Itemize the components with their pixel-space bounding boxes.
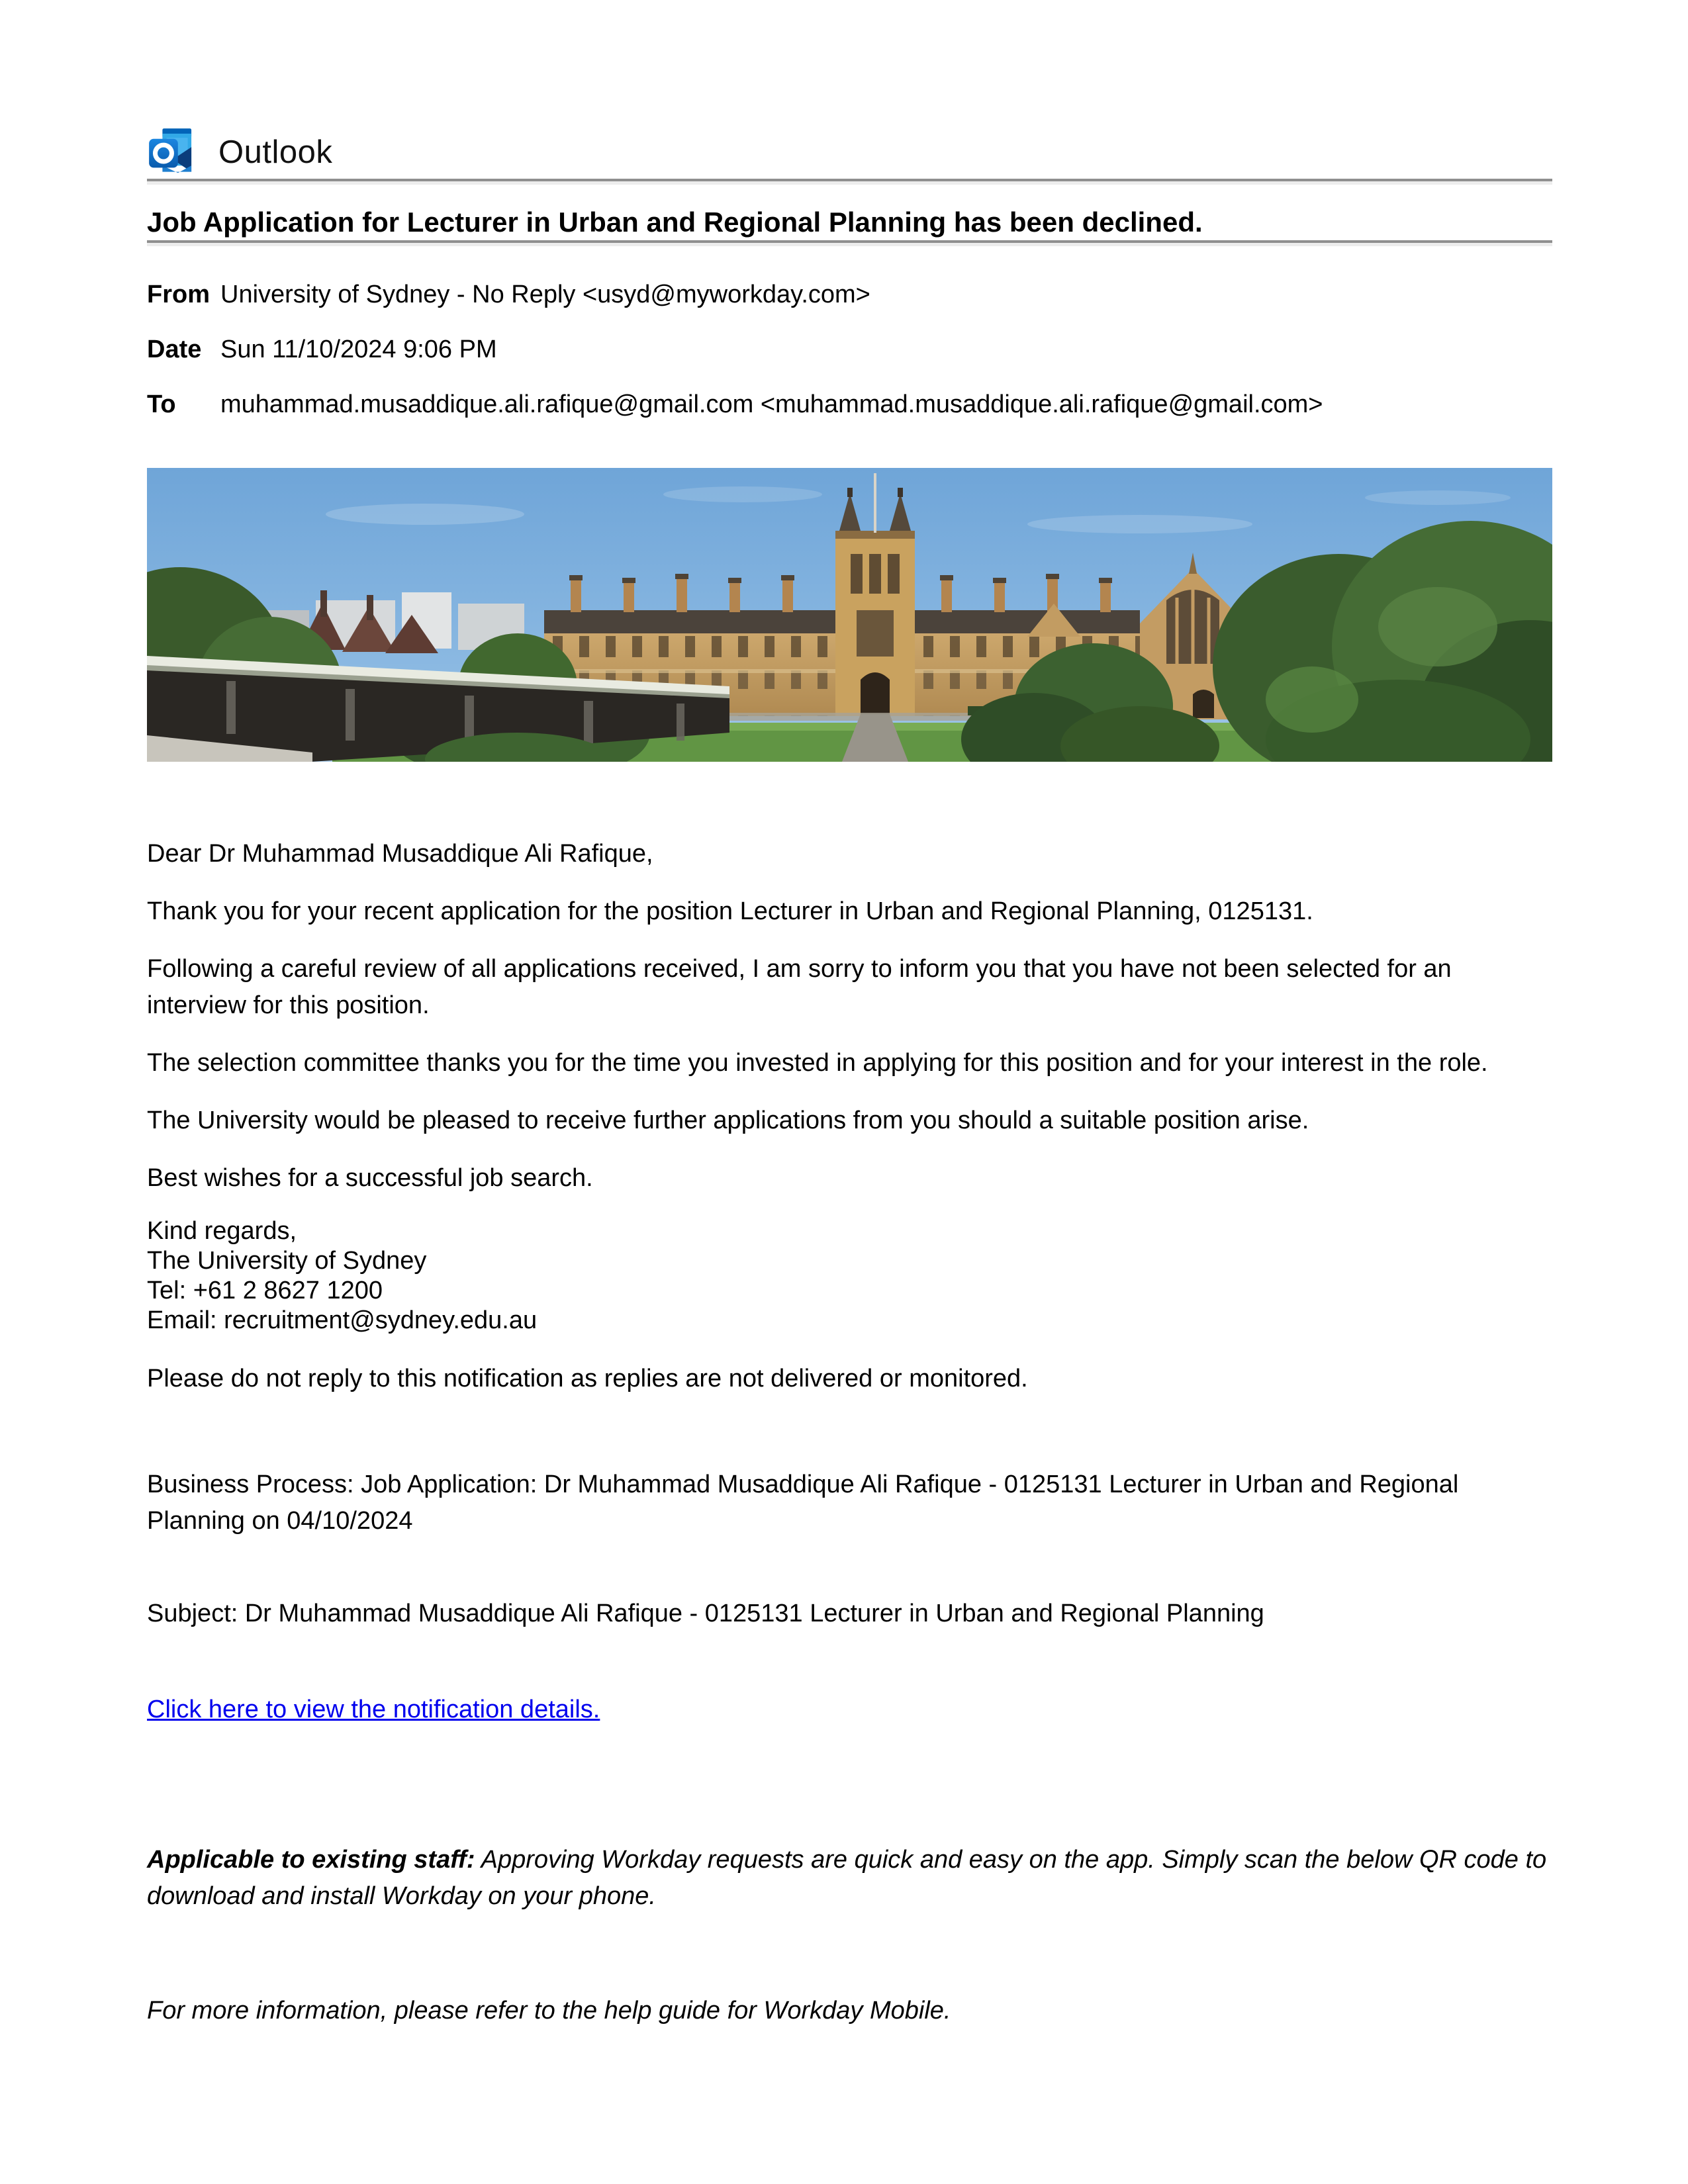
signoff: Kind regards, — [147, 1217, 297, 1245]
email-body — [147, 836, 1552, 2029]
para-future: The University would be pleased to receive further applications from you should a suitable position arise. — [147, 1107, 1309, 1134]
date-value: Sun 11/10/2024 9:06 PM — [220, 336, 497, 363]
outlook-wordmark: Outlook — [218, 134, 333, 170]
staff-note — [147, 1842, 1552, 1915]
no-reply-note: Please do not reply to this notification as replies are not delivered or monitored. — [147, 1365, 1028, 1392]
email-line: Email: recruitment@sydney.edu.au — [147, 1306, 538, 1334]
org-name: The University of Sydney — [147, 1247, 427, 1275]
para-committee: The selection committee thanks you for the time you invested in applying for this position and for your interest in the role. — [147, 1049, 1488, 1077]
notification-link-line — [147, 1692, 1552, 1728]
signature-block — [147, 1216, 1552, 1336]
outlook-header — [147, 126, 1552, 179]
notification-details-link[interactable]: Click here to view the notification details. — [147, 1696, 600, 1723]
staff-note-body: Approving Workday requests are quick and easy on the app. Simply scan the below QR code to download and install Workday on your phone. — [147, 1846, 1547, 1910]
divider-top — [147, 179, 1552, 185]
to-value: muhammad.musaddique.ali.rafique@gmail.com <muhammad.musaddique.ali.rafique@gmail.com> — [220, 390, 1323, 418]
subject-line: Subject: Dr Muhammad Musaddique Ali Rafique - 0125131 Lecturer in Urban and Regional Planning — [147, 1600, 1264, 1627]
campus-banner-image — [147, 468, 1552, 762]
divider-subject — [147, 240, 1552, 246]
business-process-line: Business Process: Job Application: Dr Muhammad Musaddique Ali Rafique - 0125131 Lecturer in Urban and Regional Planning on 04/10/2024 — [147, 1471, 1459, 1535]
more-info-note: For more information, please refer to the help guide for Workday Mobile. — [147, 1997, 951, 2025]
email-meta-header — [147, 267, 1552, 432]
para-wishes: Best wishes for a successful job search. — [147, 1164, 593, 1192]
to-label: To — [147, 390, 176, 418]
para-thanks: Thank you for your recent application for the position Lecturer in Urban and Regional Planning, 0125131. — [147, 897, 1313, 925]
outlook-logo-icon — [147, 126, 199, 178]
tel-line: Tel: +61 2 8627 1200 — [147, 1277, 383, 1304]
date-label: Date — [147, 336, 202, 363]
staff-note-lead: Applicable to existing staff: — [147, 1846, 475, 1874]
salutation: Dear Dr Muhammad Musaddique Ali Rafique, — [147, 840, 653, 868]
from-value: University of Sydney - No Reply <usyd@myworkday.com> — [220, 281, 870, 308]
from-label: From — [147, 281, 210, 308]
para-review: Following a careful review of all applications received, I am sorry to inform you that you have not been selected for an interview for this position. — [147, 955, 1452, 1019]
email-subject-heading: Job Application for Lecturer in Urban and Regional Planning has been declined. — [147, 206, 1203, 238]
